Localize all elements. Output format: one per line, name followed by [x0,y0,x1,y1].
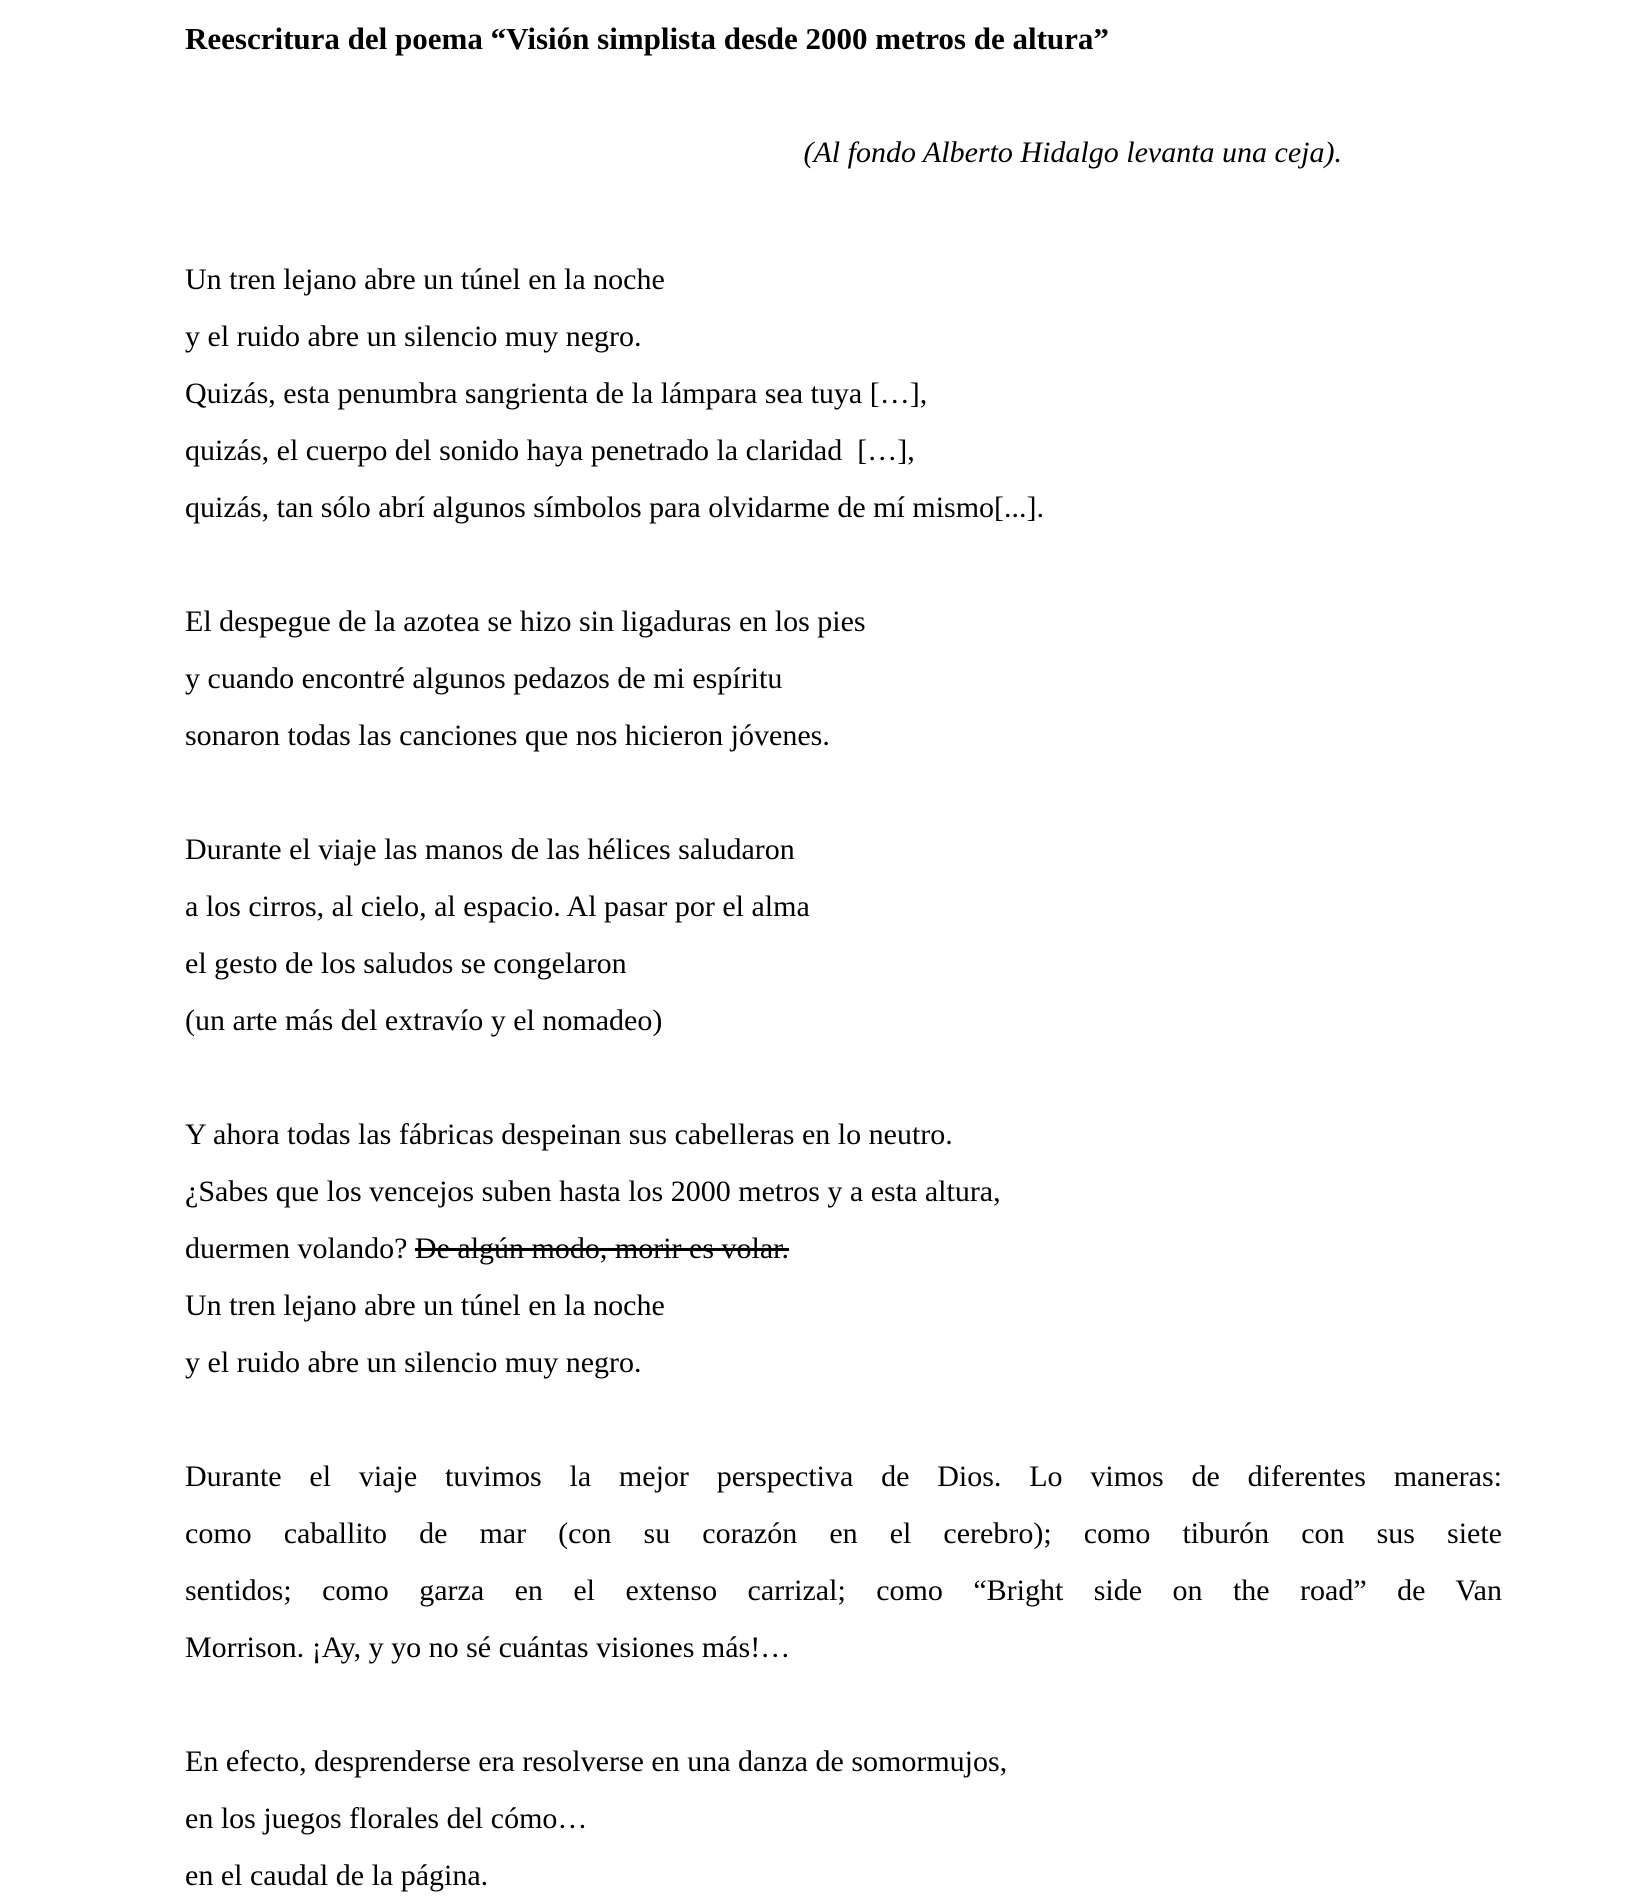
poem-line: y cuando encontré algunos pedazos de mi espíritu [185,662,783,695]
poem-line: El despegue de la azotea se hizo sin ligaduras en los pies [185,605,866,638]
poem-line: a los cirros, al cielo, al espacio. Al pasar por el alma [185,890,810,923]
epigraph: (Al fondo Alberto Hidalgo levanta una ceja). [803,136,1342,169]
poem-line: y el ruido abre un silencio muy negro. [185,320,642,353]
stanza-5 [185,1733,1502,1904]
prose-paragraph [185,1448,1502,1676]
stanza-1 [185,251,1502,536]
poem-line: y el ruido abre un silencio muy negro. [185,1346,642,1379]
stanza-3 [185,821,1502,1049]
line-prefix: duermen volando? [185,1232,415,1265]
poem-line: ¿Sabes que los vencejos suben hasta los 2000 metros y a esta altura, [185,1175,1001,1208]
poem-line: quizás, el cuerpo del sonido haya penetrado la claridad […], [185,434,915,467]
poem-line: Y ahora todas las fábricas despeinan sus cabelleras en lo neutro. [185,1118,953,1151]
poem-line: en los juegos florales del cómo… [185,1802,588,1835]
paragraph-line: Morrison. ¡Ay, y yo no sé cuántas visiones más!… [185,1631,791,1664]
poem-line-with-strikethrough [185,1220,1502,1277]
paragraph-line: Durante el viaje tuvimos la mejor perspectiva de Dios. Lo vimos de diferentes maneras: [185,1460,1502,1493]
poem-line: en el caudal de la página. [185,1859,489,1892]
stanza-4 [185,1106,1502,1391]
poem-line: el gesto de los saludos se congelaron [185,947,627,980]
poem-line: quizás, tan sólo abrí algunos símbolos para olvidarme de mí mismo[...]. [185,491,1045,524]
paragraph-line: como caballito de mar (con su corazón en el cerebro); como tiburón con sus siete [185,1517,1502,1550]
stanza-2 [185,593,1502,764]
poem-line: Un tren lejano abre un túnel en la noche [185,1289,665,1322]
page-title: Reescritura del poema “Visión simplista desde 2000 metros de altura” [185,21,1109,56]
poem-line: Quizás, esta penumbra sangrienta de la lámpara sea tuya […], [185,377,928,410]
poem-line: sonaron todas las canciones que nos hicieron jóvenes. [185,719,830,752]
poem-line: Un tren lejano abre un túnel en la noche [185,263,665,296]
poem-line: (un arte más del extravío y el nomadeo) [185,1004,663,1037]
paragraph-line: sentidos; como garza en el extenso carrizal; como “Bright side on the road” de Van [185,1574,1502,1607]
poem-line: Durante el viaje las manos de las hélices saludaron [185,833,795,866]
struck-text: De algún modo, morir es volar. [414,1232,790,1265]
poem-line: En efecto, desprenderse era resolverse en una danza de somormujos, [185,1745,1008,1778]
